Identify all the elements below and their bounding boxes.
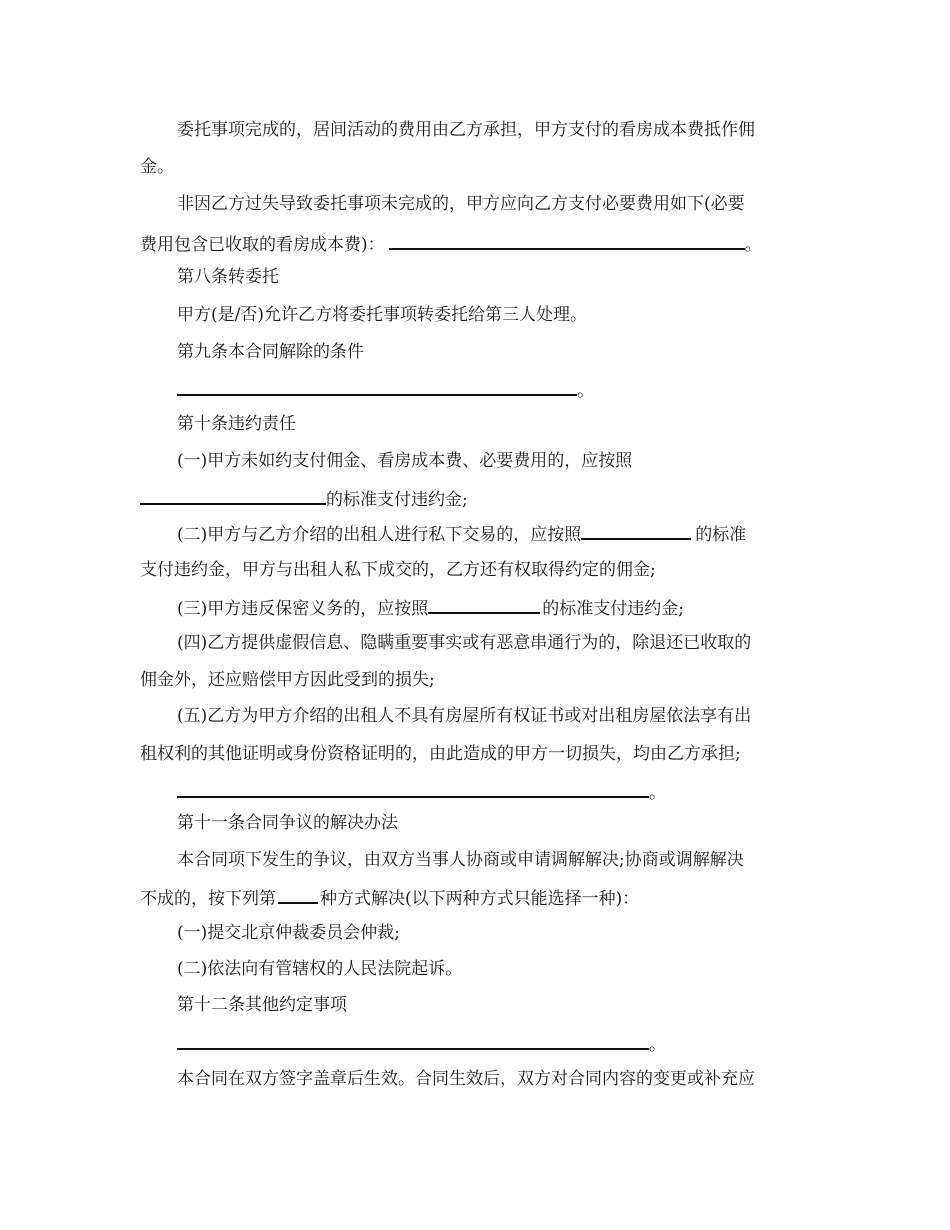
period-mark: 。 [744,235,762,255]
paragraph-text: (三)甲方违反保密义务的，应按照 [177,599,429,619]
article-10-item-3 [177,596,684,620]
paragraph-text: 的标准支付违约金; [326,490,468,510]
paragraph-line: 非因乙方过失导致委托事项未完成的，甲方应向乙方支付必要费用如下(必要 [177,194,745,214]
paragraph-line: 委托事项完成的，居间活动的费用由乙方承担，甲方支付的看房成本费抵作佣 [177,120,755,140]
fill-in-blank[interactable] [278,886,318,904]
paragraph-line: 本合同在双方签字盖章后生效。合同生效后，双方对合同内容的变更或补充应 [177,1069,755,1089]
paragraph-line: 佣金外，还应赔偿甲方因此受到的损失; [140,670,435,690]
article-11-title: 第十一条合同争议的解决办法 [177,813,398,833]
fill-in-blank[interactable] [581,522,691,540]
paragraph-line: 支付违约金，甲方与出租人私下成交的，乙方还有权取得约定的佣金; [140,560,656,580]
period-mark: 。 [649,1035,666,1055]
paragraph-line: 金。 [140,157,174,177]
paragraph-line: 租权利的其他证明或身份资格证明的，由此造成的甲方一切损失，均由乙方承担; [140,744,741,764]
article-10-title: 第十条违约责任 [177,414,296,434]
fill-in-blank[interactable] [177,780,649,798]
paragraph-text: 的标准支付违约金; [542,599,684,619]
period-mark: 。 [577,381,594,401]
article-12-title: 第十二条其他约定事项 [177,995,347,1015]
period-mark: 。 [649,783,666,803]
article-8-text: 甲方(是/否)允许乙方将委托事项转委托给第三人处理。 [177,305,587,325]
article-10-item-5: (五)乙方为甲方介绍的出租人不具有房屋所有权证书或对出租房屋依法享有出 [177,706,752,726]
article-10-item-2 [177,522,746,546]
paragraph-text: 种方式解决(以下两种方式只能选择一种)： [320,889,640,909]
fill-in-blank[interactable] [428,596,540,614]
fill-in-blank[interactable] [177,378,577,396]
paragraph-line [177,1032,666,1056]
fill-in-blank[interactable] [177,1032,649,1050]
paragraph-text: 费用包含已收取的看房成本费)： [140,235,385,255]
paragraph-text: 不成的，按下列第 [140,889,276,909]
fill-in-blank[interactable] [389,232,745,250]
article-9-title: 第九条本合同解除的条件 [177,342,364,362]
paragraph-text: 的标准 [695,525,747,545]
paragraph-line [177,780,666,804]
paragraph-line [140,487,468,511]
paragraph-line: 本合同项下发生的争议，由双方当事人协商或申请调解解决;协商或调解解决 [177,850,744,870]
paragraph-text: (二)甲方与乙方介绍的出租人进行私下交易的，应按照 [177,525,582,545]
article-10-item-4: (四)乙方提供虚假信息、隐瞒重要事实或有恶意串通行为的，除退还已收取的 [177,633,752,653]
paragraph-line [140,232,762,256]
paragraph-line [140,886,639,910]
option-2: (二)依法向有管辖权的人民法院起诉。 [177,959,463,979]
article-10-item-1: (一)甲方未如约支付佣金、看房成本费、必要费用的，应按照 [177,451,633,471]
option-1: (一)提交北京仲裁委员会仲裁; [177,923,400,943]
fill-in-blank[interactable] [140,487,326,505]
paragraph-line [177,378,594,402]
article-8-title: 第八条转委托 [177,267,279,287]
